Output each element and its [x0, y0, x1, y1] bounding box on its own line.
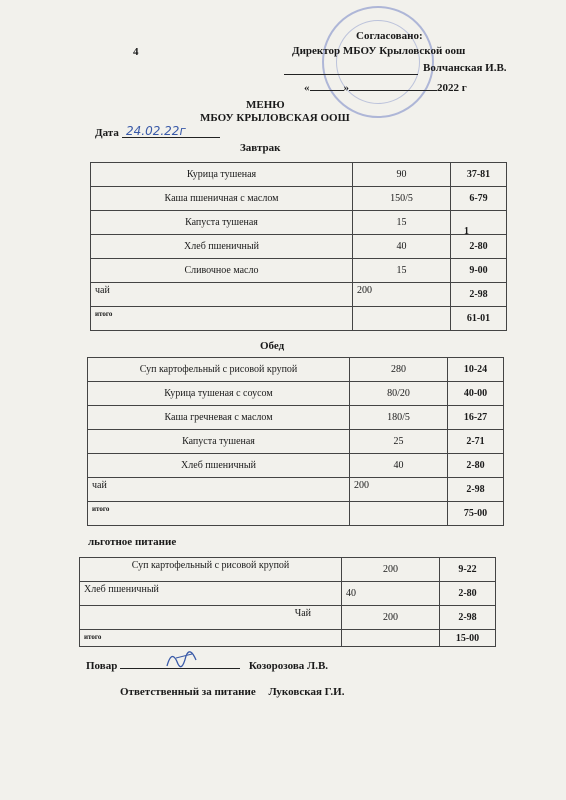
- cook-label: Повар: [86, 660, 118, 672]
- responsible-row: [120, 686, 344, 698]
- dish-qty: 15: [353, 211, 451, 235]
- dish-price: 2-80: [440, 582, 496, 606]
- table-row: [80, 606, 496, 630]
- director-name: Волчанская И.В.: [423, 62, 507, 74]
- total-row: [91, 307, 507, 331]
- table-row: [88, 358, 504, 382]
- total-price: 61-01: [451, 307, 507, 331]
- dish-name: Хлеб пшеничный: [80, 582, 342, 606]
- dish-qty: 150/5: [353, 187, 451, 211]
- dish-qty: 25: [350, 430, 448, 454]
- dish-name: Курица тушеная: [91, 163, 353, 187]
- table-row: [88, 454, 504, 478]
- dish-name: Суп картофельный с рисовой крупой: [80, 558, 342, 582]
- dish-name: Хлеб пшеничный: [88, 454, 350, 478]
- responsible-label: Ответственный за питание: [120, 686, 256, 698]
- breakfast-title: Завтрак: [240, 142, 281, 154]
- total-label: итого: [88, 502, 350, 526]
- dish-price: 2-80: [451, 235, 507, 259]
- cook-name: Козорозова Л.В.: [248, 660, 329, 672]
- dish-price: 16-27: [448, 406, 504, 430]
- dish-name: Каша гречневая с маслом: [88, 406, 350, 430]
- total-qty-empty: [353, 307, 451, 331]
- dish-price: [451, 211, 507, 235]
- dish-name: чай: [91, 283, 353, 307]
- table-row: [91, 283, 507, 307]
- dish-price: 6-79: [451, 187, 507, 211]
- dish-qty: 90: [353, 163, 451, 187]
- dish-price: 37-81: [451, 163, 507, 187]
- table-row: [88, 478, 504, 502]
- table-row: [91, 235, 507, 259]
- dish-price: 2-98: [448, 478, 504, 502]
- school-title: МБОУ КРЫЛОВСКАЯ ООШ: [200, 112, 350, 124]
- approval-date: « » 2022 г: [304, 82, 467, 94]
- dish-qty: 200: [342, 606, 440, 630]
- table-row: [91, 187, 507, 211]
- approved-label: Согласовано:: [356, 30, 423, 42]
- dish-qty: 80/20: [350, 382, 448, 406]
- dish-name: Капуста тушеная: [91, 211, 353, 235]
- dish-qty: 40: [353, 235, 451, 259]
- dish-name: чай: [88, 478, 350, 502]
- director-signature-line: [284, 64, 418, 78]
- margin-mark: 1: [464, 226, 469, 237]
- total-label: итого: [91, 307, 353, 331]
- director-line: Директор МБОУ Крыловской оош: [292, 45, 466, 57]
- dish-qty: 15: [353, 259, 451, 283]
- lunch-table: [87, 357, 504, 526]
- cook-signature-row: [86, 659, 328, 672]
- table-row: [80, 558, 496, 582]
- dish-qty: 280: [350, 358, 448, 382]
- date-label: Дата: [95, 127, 119, 139]
- table-row: [88, 430, 504, 454]
- dish-name: Суп картофельный с рисовой крупой: [88, 358, 350, 382]
- dish-qty: 200: [353, 283, 451, 307]
- dish-qty: 200: [342, 558, 440, 582]
- school-seal-stamp: [322, 6, 434, 118]
- total-row: [80, 630, 496, 647]
- table-row: [80, 582, 496, 606]
- lunch-title: Обед: [260, 340, 285, 352]
- dish-price: 2-80: [448, 454, 504, 478]
- page-number: 4: [133, 46, 139, 58]
- dish-price: 10-24: [448, 358, 504, 382]
- menu-title: МЕНЮ: [246, 99, 285, 111]
- dish-qty: 40: [342, 582, 440, 606]
- date-value-handwritten: 24.02.22г: [126, 124, 186, 138]
- dish-price: 9-22: [440, 558, 496, 582]
- dish-name: Капуста тушеная: [88, 430, 350, 454]
- benefit-table: [79, 557, 496, 647]
- table-row: [91, 211, 507, 235]
- total-qty-empty: [350, 502, 448, 526]
- dish-qty: 40: [350, 454, 448, 478]
- dish-name: Каша пшеничная с маслом: [91, 187, 353, 211]
- dish-name: Хлеб пшеничный: [91, 235, 353, 259]
- benefit-title: льготное питание: [88, 536, 177, 548]
- dish-price: 2-98: [451, 283, 507, 307]
- dish-name: Курица тушеная с соусом: [88, 382, 350, 406]
- dish-price: 2-98: [440, 606, 496, 630]
- total-qty-empty: [342, 630, 440, 647]
- total-row: [88, 502, 504, 526]
- cook-signature-icon: [162, 646, 202, 672]
- table-row: [88, 406, 504, 430]
- dish-price: 9-00: [451, 259, 507, 283]
- breakfast-table: [90, 162, 507, 331]
- total-price: 15-00: [440, 630, 496, 647]
- dish-name: Чай: [80, 606, 342, 630]
- dish-price: 2-71: [448, 430, 504, 454]
- total-label: итого: [80, 630, 342, 647]
- dish-price: 40-00: [448, 382, 504, 406]
- dish-qty: 200: [350, 478, 448, 502]
- dish-qty: 180/5: [350, 406, 448, 430]
- responsible-name: Луковская Г.И.: [268, 686, 345, 698]
- table-row: [91, 259, 507, 283]
- table-row: [91, 163, 507, 187]
- dish-name: Сливочное масло: [91, 259, 353, 283]
- total-price: 75-00: [448, 502, 504, 526]
- table-row: [88, 382, 504, 406]
